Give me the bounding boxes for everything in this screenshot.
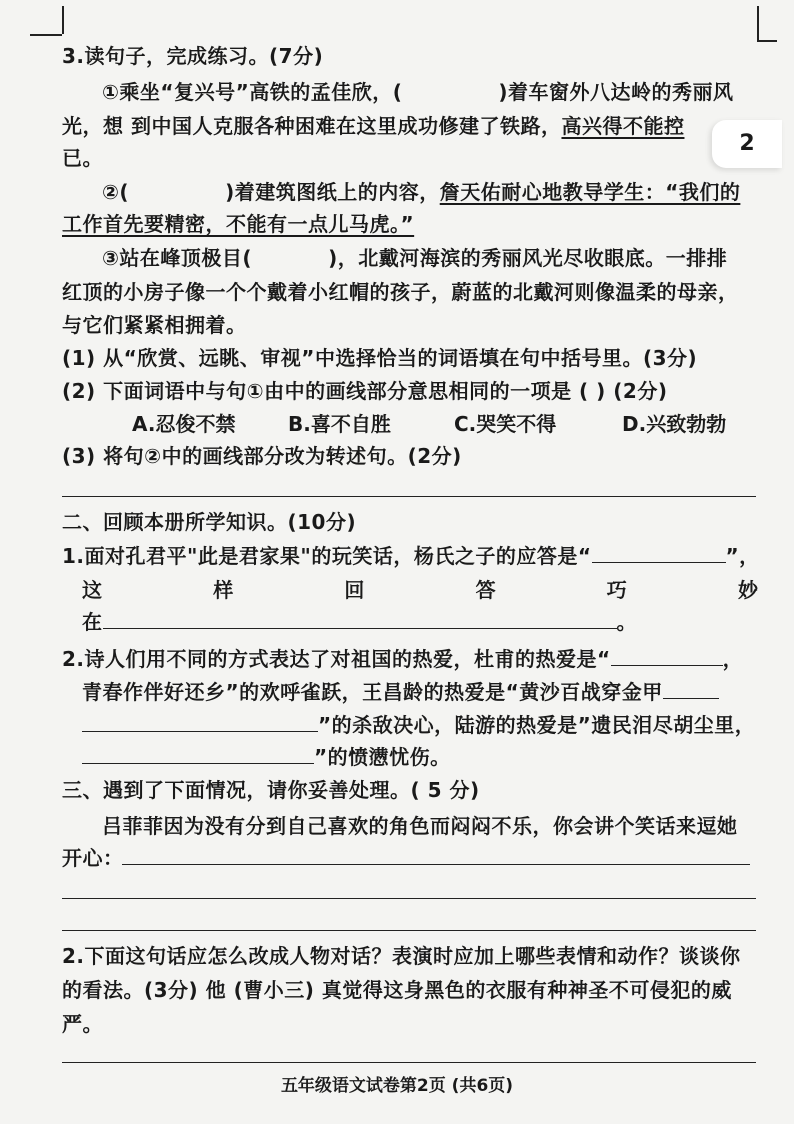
q3-s2-underlined-1: 詹天佑耐心地教导学生：“我们的: [439, 180, 741, 204]
spread-char: 回: [344, 578, 365, 602]
s2-q1-text-a: 1.面对孔君平"此是君家果"的玩笑话，杨氏之子的应答是“: [62, 544, 592, 568]
page-number-badge: 2: [712, 120, 782, 168]
s2-q2-blank-4[interactable]: [82, 743, 314, 764]
q3-s1-text-c: 光，想 到中国人克服各种困难在这里成功修建了铁路，: [62, 114, 562, 138]
s2-q1-text-c: 在: [82, 610, 103, 634]
s2-q1-text-d: 。: [616, 610, 637, 634]
s3-q2-line1: 2.下面这句话应怎么改成人物对话？表演时应加上哪些表情和动作？谈谈你: [62, 944, 741, 968]
s2-q2-line2: [82, 678, 719, 706]
option-a[interactable]: A.忍俊不禁: [132, 412, 236, 436]
spread-char: 样: [213, 578, 234, 602]
s3-q2-line3: 严。: [62, 1012, 103, 1036]
q3-s3-text-a: ③站在峰顶极目(: [102, 246, 253, 270]
answer-line-q3[interactable]: [62, 496, 756, 497]
q3-s1-text-a: ①乘坐“复兴号”高铁的孟佳欣，(: [102, 80, 403, 104]
q3-sentence1-line1: [102, 78, 734, 106]
s2-q2-blank-1[interactable]: [611, 645, 723, 666]
s2-q2-blank-2[interactable]: [663, 678, 719, 699]
spread-char: 妙: [737, 578, 758, 602]
s2-q2-text-d: ”的杀敌决心，陆游的热爱是”遗民泪尽胡尘里，: [318, 713, 756, 737]
answer-line-s3-1[interactable]: [122, 864, 750, 865]
s2-q2-blank-3[interactable]: [82, 711, 318, 732]
s3-prompt-line2: 开心：: [62, 846, 124, 870]
s2-q1-spread-line: [82, 576, 758, 604]
q3-sentence3-line3: 与它们紧紧相拥着。: [62, 313, 247, 337]
q3-sentence1-line2: [62, 112, 684, 140]
corner-mark-left: [62, 6, 64, 34]
q3-s1-text-b: )着车窗外八达岭的秀丽风: [498, 80, 734, 104]
q3-s2-text-a: ②(: [102, 180, 130, 204]
section2-title: 二、回顾本册所学知识。(10分): [62, 510, 357, 534]
s2-q1-blank-1[interactable]: [592, 542, 726, 563]
option-c[interactable]: C.哭笑不得: [454, 412, 557, 436]
corner-mark-right-h: [757, 40, 777, 42]
spread-char: 这: [82, 578, 102, 602]
spread-char: 巧: [606, 578, 627, 602]
answer-line-s3-2[interactable]: [62, 898, 756, 899]
option-b[interactable]: B.喜不自胜: [288, 412, 391, 436]
s2-q2-text-c: 青春作伴好还乡”的欢呼雀跃，王昌龄的热爱是“黄沙百战穿金甲: [82, 680, 663, 704]
s3-q2-line2: 的看法。(3分) 他 (曹小三) 真觉得这身黑色的衣服有种神圣不可侵犯的威: [62, 978, 732, 1002]
q3-sentence1-line3: 已。: [62, 146, 103, 170]
corner-mark-left-h: [30, 34, 62, 36]
q3-sentence3-line1: [102, 244, 727, 272]
q3-sentence3-line2: 红顶的小房子像一个个戴着小红帽的孩子，蔚蓝的北戴河则像温柔的母亲，: [62, 280, 739, 304]
s2-q2-line1: [62, 645, 743, 673]
q3-s3-text-b: )，北戴河海滨的秀丽风光尽收眼底。一排排: [328, 246, 728, 270]
page-footer: 五年级语文试卷第2页 (共6页): [280, 1076, 514, 1096]
q3-sentence2-line1: [102, 178, 740, 206]
corner-mark-right: [757, 6, 759, 40]
q3-sub1: (1) 从“欣赏、远眺、审视”中选择恰当的词语填在句中括号里。(3分): [62, 346, 698, 370]
q3-title: 3.读句子，完成练习。(7分): [62, 44, 324, 68]
s2-q2-text-b: ，: [722, 647, 744, 671]
s2-q1-text-b: ”，: [725, 544, 760, 568]
section3-title: 三、遇到了下面情况，请你妥善处理。( 5 分): [62, 778, 480, 802]
s2-q1-line3: [82, 608, 637, 636]
q3-s1-underlined: 高兴得不能控: [561, 114, 685, 138]
answer-line-s3-q2[interactable]: [62, 1062, 756, 1063]
s2-q2-text-e: ”的愤懑忧伤。: [314, 745, 451, 769]
option-d[interactable]: D.兴致勃勃: [622, 412, 727, 436]
q3-s2-text-b: )着建筑图纸上的内容，: [225, 180, 440, 204]
answer-line-s3-3[interactable]: [62, 930, 756, 931]
q3-sub3: (3) 将句②中的画线部分改为转述句。(2分): [62, 444, 462, 468]
spread-char: 答: [475, 578, 496, 602]
s2-q2-text-a: 2.诗人们用不同的方式表达了对祖国的热爱，杜甫的热爱是“: [62, 647, 611, 671]
s3-prompt-line1: 吕菲菲因为没有分到自己喜欢的角色而闷闷不乐，你会讲个笑话来逗她: [102, 814, 738, 838]
q3-sub2: (2) 下面词语中与句①由中的画线部分意思相同的一项是 ( ) (2分): [62, 379, 668, 403]
s2-q1-line1: [62, 542, 760, 570]
q3-s2-underlined-2: 工作首先要精密，不能有一点儿马虎。”: [62, 212, 415, 236]
s2-q2-line3: [82, 711, 755, 739]
s2-q2-line4: [82, 743, 451, 771]
s2-q1-blank-2[interactable]: [103, 608, 617, 629]
